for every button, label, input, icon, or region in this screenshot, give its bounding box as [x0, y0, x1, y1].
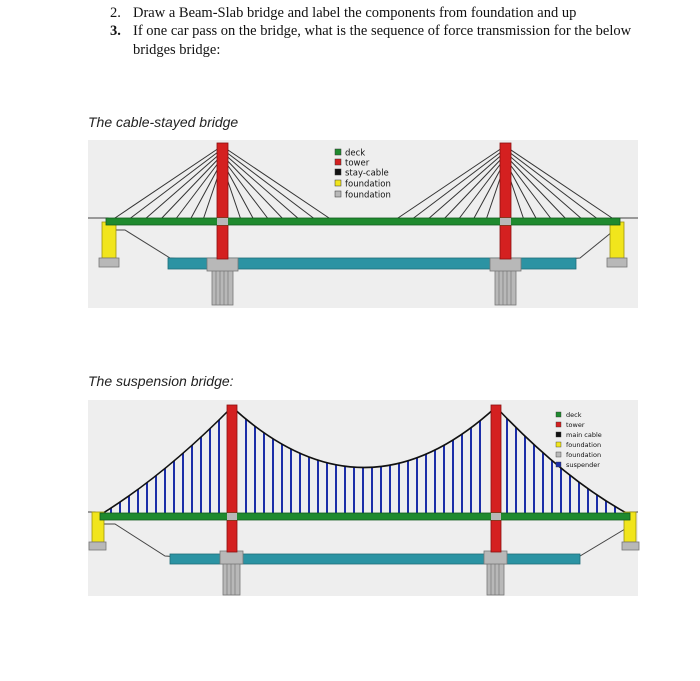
- tower-left: [227, 405, 237, 552]
- cable-stayed-caption: The cable-stayed bridge: [88, 114, 239, 130]
- legend-swatch-foundation-1: [335, 180, 341, 186]
- pile-group-left: [223, 563, 240, 595]
- abutment-footing-right: [622, 542, 639, 550]
- pile-cap-right: [490, 258, 521, 271]
- legend-label-main-cable: main cable: [566, 431, 602, 439]
- abutment-left: [102, 222, 116, 258]
- abutment-footing-left: [89, 542, 106, 550]
- deck-tower-joint-left: [227, 513, 237, 520]
- tower-left: [217, 143, 228, 259]
- pile-group-right: [495, 270, 516, 305]
- suspension-diagram: [88, 400, 639, 596]
- legend-label-foundation-1: foundation: [566, 441, 602, 449]
- deck: [106, 218, 620, 225]
- legend-label-suspender: suspender: [566, 461, 600, 469]
- legend-swatch-deck: [556, 412, 561, 417]
- legend-swatch-foundation-1: [556, 442, 561, 447]
- legend-swatch-foundation-2: [556, 452, 561, 457]
- question-3-text-line1: If one car pass on the bridge, what is the sequence of force transmission for the below: [133, 23, 632, 39]
- deck-tower-joint-right: [500, 218, 511, 225]
- legend-label-deck: deck: [345, 148, 366, 159]
- pile-cap-right: [484, 551, 507, 564]
- abutment-footing-right: [607, 258, 627, 267]
- legend-label-foundation-1: foundation: [345, 179, 391, 190]
- legend-swatch-foundation-2: [335, 191, 341, 197]
- question-2-text: Draw a Beam-Slab bridge and label the components from foundation and up: [133, 5, 577, 21]
- deck-tower-joint-left: [217, 218, 228, 225]
- legend-swatch-tower: [556, 422, 561, 427]
- legend-swatch-stay-cable: [335, 169, 341, 175]
- question-3-number: 3.: [110, 23, 121, 39]
- abutment-footing-left: [99, 258, 119, 267]
- deck: [100, 513, 630, 520]
- question-3-text-line2: bridges bridge:: [133, 42, 221, 58]
- suspension-caption: The suspension bridge:: [88, 373, 234, 389]
- legend-label-tower: tower: [566, 421, 585, 429]
- cable-stayed-diagram: [88, 140, 638, 308]
- legend-swatch-suspender: [556, 462, 561, 467]
- legend-swatch-tower: [335, 159, 341, 165]
- legend-label-foundation-2: foundation: [566, 451, 602, 459]
- legend-label-deck: deck: [566, 411, 582, 419]
- pile-group-left: [212, 270, 233, 305]
- legend-label-stay-cable: stay-cable: [345, 168, 389, 179]
- legend-swatch-main-cable: [556, 432, 561, 437]
- question-2-number: 2.: [110, 5, 121, 21]
- legend-swatch-deck: [335, 149, 341, 155]
- tower-right: [500, 143, 511, 259]
- tower-right: [491, 405, 501, 552]
- deck-tower-joint-right: [491, 513, 501, 520]
- abutment-right: [610, 222, 624, 258]
- legend-label-tower: tower: [345, 158, 370, 169]
- pile-cap-left: [220, 551, 243, 564]
- legend-label-foundation-2: foundation: [345, 190, 391, 201]
- pile-group-right: [487, 563, 504, 595]
- pile-cap-left: [207, 258, 238, 271]
